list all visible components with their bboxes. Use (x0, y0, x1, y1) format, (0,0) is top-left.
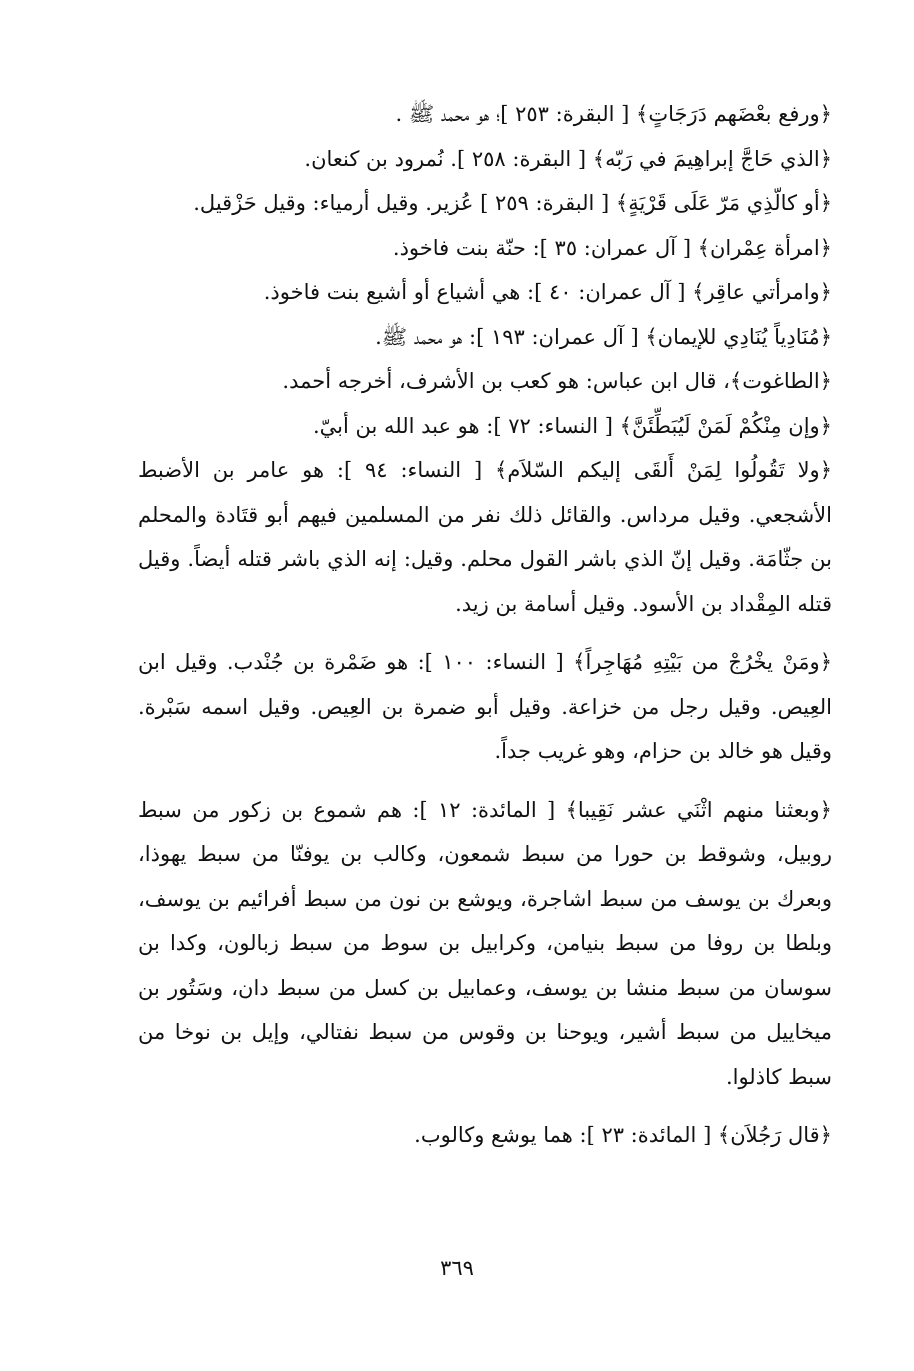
main-text (138, 92, 832, 1158)
paragraph-12: ﴿قال رَجُلاَن﴾ [ المائدة: ٢٣ ]: هما يوشع وكالوب. (414, 1123, 832, 1147)
paragraph-2: ﴿الذي حَاجَّ إبراهِيمَ في رَبّه﴾ [ البقرة: ٢٥٨ ]. نُمرود بن كنعان. (304, 146, 832, 171)
paragraph-5: ﴿وامرأتي عاقِر﴾ [ آل عمران: ٤٠ ]: هي أشياع أو أشيع بنت فاخوذ. (263, 280, 832, 304)
paragraph-3: ﴿أو كالّذِي مَرّ عَلَى قَرْيَةٍ﴾ [ البقرة: ٢٥٩ ] عُزير. وقيل أرمياء: وقيل حَزْقيل. (193, 191, 832, 215)
paragraph-10: ﴿ومَنْ يخْرُجْ من بَيْتِهِ مُهَاجِراً﴾ [ النساء: ١٠٠ ]: هو ضَمْرة بن جُنْدب. وقيل ابن العِيص. وقيل رجل من خزاعة. وقيل أبو ضمرة بن العِيص. وقيل اسمه سَبْرة. وقيل هو خالد بن حزام، وهو غريب جداً. (138, 650, 832, 763)
paragraph-6: ﴿مُنَادِياً يُنَادِي للإيمان﴾ [ آل عمران: ١٩٣ ]: هو محمد ﷺ. (375, 324, 832, 349)
paragraph-8: ﴿وإن مِنْكُمْ لَمَنْ لَيُبَطِّئَنَّ﴾ [ النساء: ٧٢ ]: هو عبد الله بن أبيّ. (312, 413, 832, 438)
paragraph-7: ﴿الطاغوت﴾، قال ابن عباس: هو كعب بن الأشرف، أخرجه أحمد. (282, 369, 832, 393)
paragraph-9: ﴿ولا تَقُولُوا لِمَنْ أَلقَى إليكم السّلاَم﴾ [ النساء: ٩٤ ]: هو عامر بن الأضبط الأشجعي. وقيل مرداس. والقائل ذلك نفر من المسلمين فيهم أبو قتَادة والمحلم بن جثّامَة. وقيل إنّ الذي باشر القول محلم. وقيل: إنه الذي باشر قتله أيضاً. وقيل قتله المِقْداد بن الأسود. وقيل أسامة بن زيد. (138, 458, 833, 616)
paragraph-11: ﴿وبعثنا منهم اثْنَي عشر نَقِيبا﴾ [ المائدة: ١٢ ]: هم شموع بن زكور من سبط روبيل، وشوقط بن حورا من سبط شمعون، وكالب بن يوفنّا من سبط يهوذا، وبعرك بن يوسف من سبط اشاجرة، ويوشع بن نون من سبط أفرائيم بن يوسف، وبلطا بن روفا من سبط بنيامن، وكرابيل بن سوط من سبط زبالون، وكدا بن سوسان من سبط منشا بن يوسف، وعمابيل بن كسل من سبط دان، وسَتُور بن ميخاييل من سبط أشير، ويوحنا بن وقوس من سبط نفتالي، وإيل بن نوخا من سبط كاذلوا. (138, 797, 832, 1089)
paragraph-1: ﴿ورفع بعْضَهم دَرَجَاتٍ﴾ [ البقرة: ٢٥٣ ]؛ هو محمد ﷺ . (395, 102, 832, 126)
page-number: ٣٦٩ (440, 1256, 474, 1280)
paragraph-4: ﴿امرأة عِمْران﴾ [ آل عمران: ٣٥ ]: حنّة بنت فاخوذ. (392, 235, 832, 260)
